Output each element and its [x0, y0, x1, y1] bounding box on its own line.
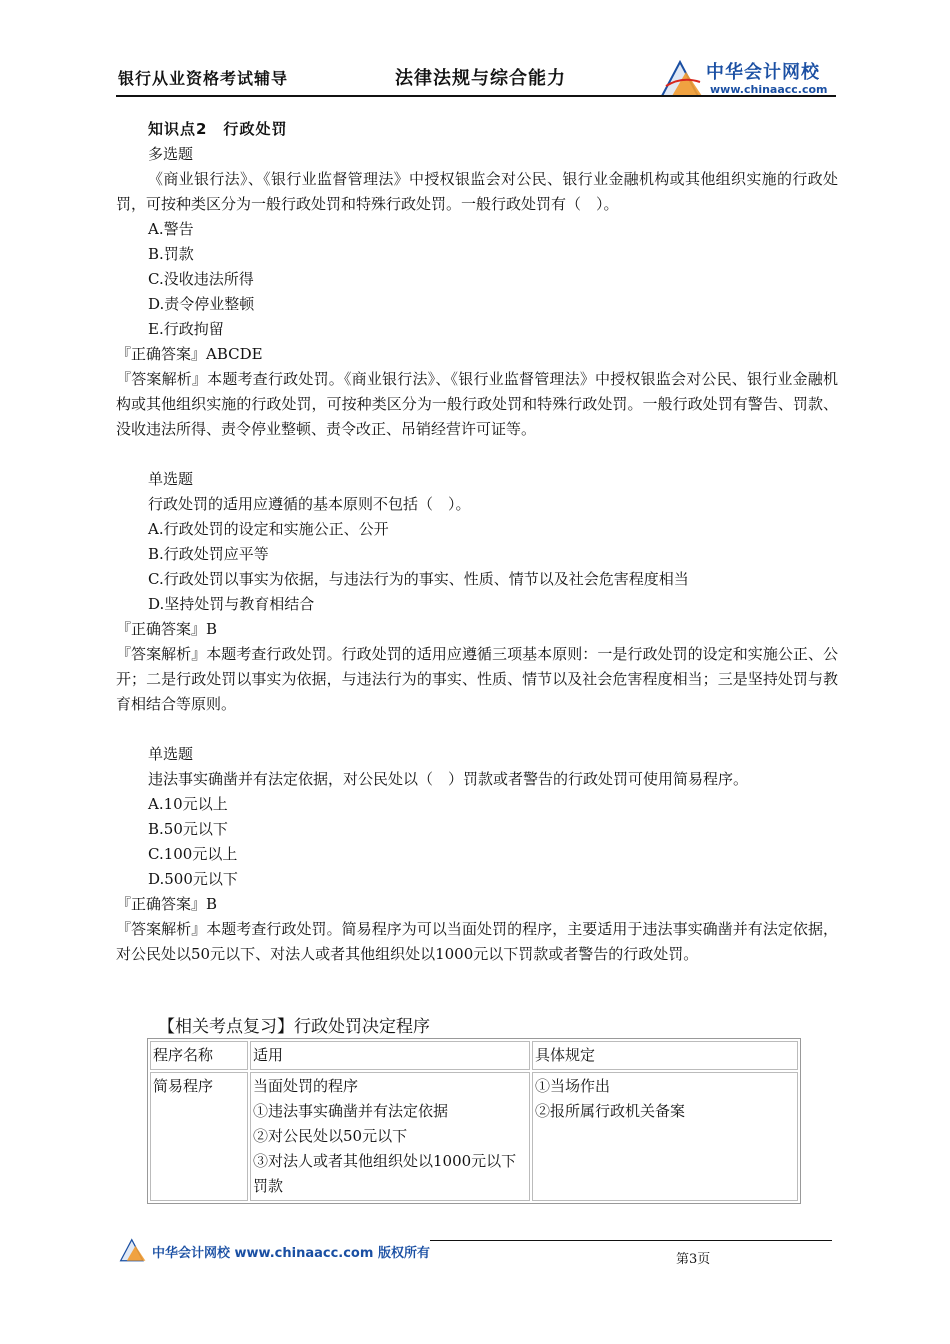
procedure-name-cell: 简易程序: [150, 1072, 248, 1201]
q3-stem: 违法事实确凿并有法定依据，对公民处以（ ）罚款或者警告的行政处罚可使用简易程序。: [148, 770, 749, 788]
q3-option: A.10元以上: [148, 795, 228, 813]
header-url: www.chinaacc.com: [710, 83, 828, 96]
q1-option: D.责令停业整顿: [148, 295, 255, 313]
header-rule: [116, 95, 836, 97]
logo-mountain-icon: [660, 56, 704, 98]
q3-option: B.50元以下: [148, 820, 228, 838]
review-title: 【相关考点复习】行政处罚决定程序: [158, 1017, 430, 1037]
q2-option: A.行政处罚的设定和实施公正、公开: [148, 520, 389, 538]
q3-analysis: 『答案解析』本题考查行政处罚。简易程序为可以当面处罚的程序，主要适用于违法事实确凿并有法定依据，对公民处以50元以下、对法人或者其他组织处以1000元以下罚款或者警告的行政处罚。: [116, 920, 838, 963]
apply-line: ③对法人或者其他组织处以1000元以下罚款: [253, 1152, 517, 1195]
q3-option: C.100元以上: [148, 845, 238, 863]
q1-analysis: 『答案解析』本题考查行政处罚。《商业银行法》、《银行业监督管理法》中授权银监会对公民、银行业金融机构或其他组织实施的行政处罚，可按种类区分为一般行政处罚和特殊行政处罚。一般行政处罚有警告、罚款、没收违法所得、责令停业整顿、责令改正、吊销经营许可证等。: [116, 370, 838, 438]
footer-rule: [430, 1240, 832, 1241]
page-number: 第3页: [676, 1252, 711, 1267]
header-cell: 适用: [250, 1041, 530, 1070]
table-row: [150, 1072, 798, 1201]
q2-option: B.行政处罚应平等: [148, 545, 269, 563]
footer-mountain-icon: [118, 1236, 148, 1262]
q1-option: B.罚款: [148, 245, 194, 263]
q3-option: D.500元以下: [148, 870, 238, 888]
q1-option: E.行政拘留: [148, 320, 224, 338]
header-exam-title: 银行从业资格考试辅导: [118, 69, 289, 88]
header-subject-title: 法律法规与综合能力: [395, 68, 566, 89]
apply-line: ②对公民处以50元以下: [253, 1127, 408, 1145]
q1-type: 多选题: [148, 145, 194, 163]
q1-option: C.没收违法所得: [148, 270, 254, 288]
table-header-row: [150, 1041, 798, 1070]
q2-answer: 『正确答案』B: [116, 620, 218, 638]
apply-line: 当面处罚的程序: [253, 1077, 359, 1095]
q1-stem: 《商业银行法》、《银行业监督管理法》中授权银监会对公民、银行业金融机构或其他组织实施的行政处罚，可按种类区分为一般行政处罚和特殊行政处罚。一般行政处罚有（ ）。: [116, 170, 838, 213]
q3-type: 单选题: [148, 745, 194, 763]
q1-answer: 『正确答案』ABCDE: [116, 345, 263, 363]
footer-logo: [118, 1236, 438, 1266]
rule-line: ①当场作出: [535, 1077, 611, 1095]
header-cell: 程序名称: [150, 1041, 248, 1070]
q2-type: 单选题: [148, 470, 194, 488]
q2-stem: 行政处罚的适用应遵循的基本原则不包括（ ）。: [148, 495, 471, 513]
rule-line: ②报所属行政机关备案: [535, 1102, 686, 1120]
q1-option: A.警告: [148, 220, 194, 238]
header-cell: 具体规定: [532, 1041, 798, 1070]
section-title: 知识点2 行政处罚: [148, 120, 288, 138]
header-logo: [660, 56, 840, 100]
review-table: [147, 1038, 801, 1204]
q2-option: C.行政处罚以事实为依据，与违法行为的事实、性质、情节以及社会危害程度相当: [148, 570, 689, 588]
main-content: [116, 117, 838, 967]
q2-option: D.坚持处罚与教育相结合: [148, 595, 315, 613]
header-brand: 中华会计网校: [706, 62, 820, 83]
apply-cell: [250, 1072, 530, 1201]
q2-analysis: 『答案解析』本题考查行政处罚。行政处罚的适用应遵循三项基本原则：一是行政处罚的设定和实施公正、公开；二是行政处罚以事实为依据，与违法行为的事实、性质、情节以及社会危害程度相当；三是坚持处罚与教育相结合等原则。: [116, 645, 838, 713]
footer-brand: 中华会计网校 www.chinaacc.com 版权所有: [152, 1246, 430, 1261]
q3-answer: 『正确答案』B: [116, 895, 218, 913]
rules-cell: [532, 1072, 798, 1201]
apply-line: ①违法事实确凿并有法定依据: [253, 1102, 449, 1120]
